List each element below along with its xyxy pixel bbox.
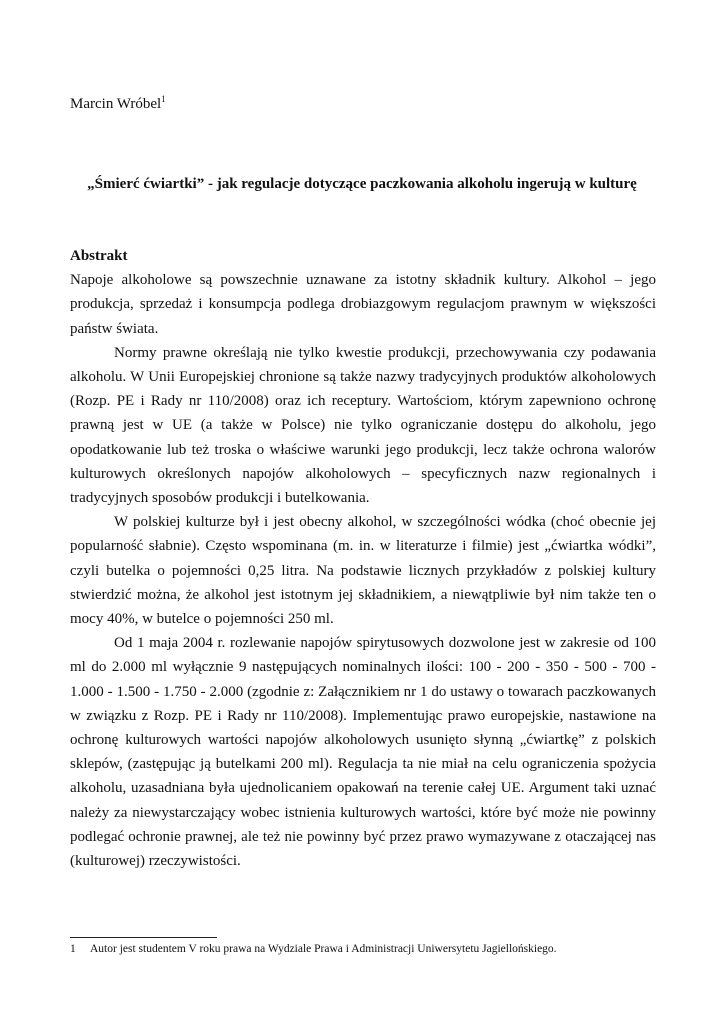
abstract-paragraph-4: Od 1 maja 2004 r. rozlewanie napojów spirytusowych dozwolone jest w zakresie od 100 ml do 2.000 ml wyłącznie 9 następujących nominalnych ilości: 100 - 200 - 350 - 500 - 700 - 1.000 - 1.500 - 1.750 - 2.000 (zgodnie z: Załącznikiem nr 1 do ustawy o towarach paczkowanych w związku z Rozp. PE i Rady nr 110/2008). Implementując prawo europejskie, nastawione na ochronę kulturowych wartości napojów alkoholowych usunięto słynną „ćwiartkę” z polskich sklepów, (zastępując ją butelkami 200 ml). Regulacja ta nie miał na celu ograniczenia spożycia alkoholu, uzasadniana była ujednolicaniem opakowań na terenie całej UE. Argument taki uznać należy za niewystarczający wobec istnienia kulturowych wartości, które być może nie powinny podlegać ochronie prawnej, ale też nie powinny być przez prawo wymazywane z otaczającej nas (kulturowej) rzeczywistości. (70, 635, 656, 870)
footnote (70, 942, 670, 957)
author-footnote-marker: 1 (161, 94, 166, 104)
abstract-heading: Abstrakt (70, 248, 128, 264)
abstract-paragraph-1: Napoje alkoholowe są powszechnie uznawane za istotny składnik kultury. Alkohol – jego produkcja, sprzedaż i konsumpcja podlega drobiazgowym regulacjom prawnym w większości państw świata. (70, 272, 656, 337)
abstract-paragraph-3: W polskiej kulturze był i jest obecny alkohol, w szczególności wódka (choć obecnie jej popularność słabnie). Często wspominana (m. in. w literaturze i filmie) jest „ćwiartka wódki”, czyli butelka o pojemności 0,25 litra. Na podstawie licznych przykładów z polskiej kultury stwierdzić można, że alkohol jest istotnym jej składnikiem, a niewątpliwie był nim także ten o mocy 40%, w butelce o pojemności 250 ml. (70, 514, 656, 628)
author-line (70, 94, 166, 114)
footnote-text: Autor jest studentem V roku prawa na Wydziale Prawa i Administracji Uniwersytetu Jagiellońskiego. (90, 943, 557, 955)
footnote-number: 1 (70, 943, 76, 955)
abstract-section (70, 244, 656, 873)
abstract-paragraph-2: Normy prawne określają nie tylko kwestie produkcji, przechowywania czy podawania alkoholu. W Unii Europejskiej chronione są także nazwy tradycyjnych produktów alkoholowych (Rozp. PE i Rady nr 110/2008) oraz ich receptury. Wartościom, którym zapewniono ochronę prawną jest w UE (a także w Polsce) nie tylko ograniczanie dostępu do alkoholu, jego opodatkowanie lub też troska o właściwe warunki jego produkcji, lecz także ochrona walorów kulturowych określonych napojów alkoholowych – specyficznych nazw regionalnych i tradycyjnych sposobów produkcji i butelkowania. (70, 344, 656, 507)
article-title: „Śmierć ćwiartki” - jak regulacje dotyczące paczkowania alkoholu ingerują w kulturę (87, 176, 637, 192)
author-name: Marcin Wróbel (70, 96, 162, 112)
footnote-separator (70, 937, 217, 938)
